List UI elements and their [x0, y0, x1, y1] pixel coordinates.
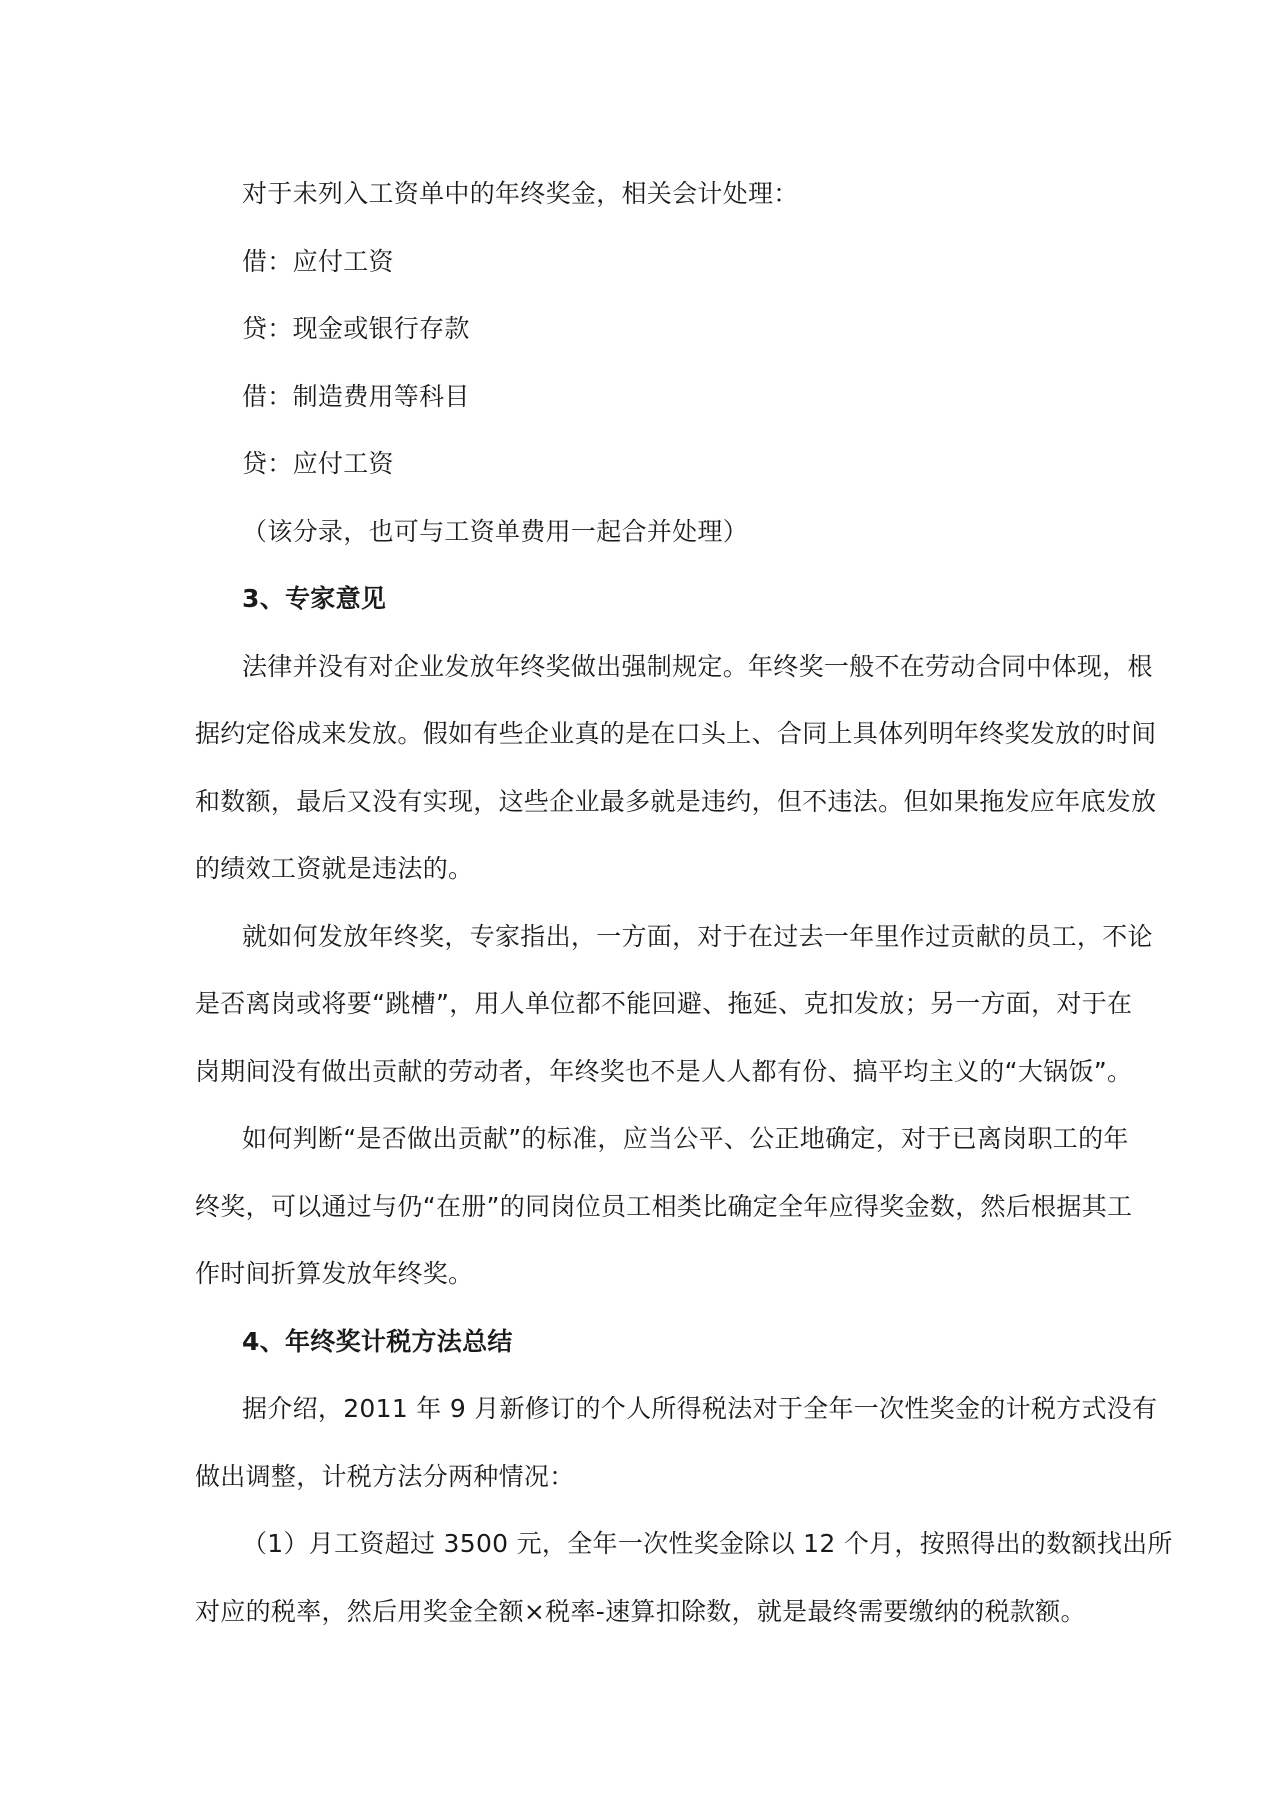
entry-line: 贷：应付工资	[242, 449, 394, 478]
entry-line: 借：制造费用等科目	[242, 381, 470, 411]
entry-line: 贷：现金或银行存款	[242, 314, 470, 343]
section-3-para-1-line: 和数额，最后又没有实现，这些企业最多就是违约，但不违法。但如果拖发应年底发放	[195, 786, 1157, 816]
section-3-heading: 3、专家意见	[242, 584, 387, 613]
intro-paragraph: 对于未列入工资单中的年终奖金，相关会计处理：	[242, 179, 799, 208]
note-paragraph: （该分录，也可与工资单费用一起合并处理）	[242, 516, 749, 546]
entry-line: 借：应付工资	[242, 246, 394, 276]
section-4-para-1-line: 做出调整，计税方法分两种情况：	[195, 1461, 575, 1491]
section-4-para-2-line: （1）月工资超过 3500 元，全年一次性奖金除以 12 个月，按照得出的数额找出所	[242, 1529, 1173, 1558]
section-3-para-3-line: 作时间折算发放年终奖。	[195, 1259, 474, 1288]
section-3-para-2-line: 是否离岗或将要“跳槽”，用人单位都不能回避、拖延、克扣发放；另一方面，对于在	[195, 989, 1133, 1018]
section-3-para-2-line: 岗期间没有做出贡献的劳动者，年终奖也不是人人都有份、搞平均主义的“大锅饭”。	[195, 1056, 1133, 1086]
section-3-para-2-line: 就如何发放年终奖，专家指出，一方面，对于在过去一年里作过贡献的员工，不论	[242, 921, 1153, 951]
section-4-para-2-line: 对应的税率，然后用奖金全额×税率-速算扣除数，就是最终需要缴纳的税款额。	[195, 1596, 1086, 1626]
document-body	[195, 160, 1173, 1645]
section-3-para-3-line: 如何判断“是否做出贡献”的标准，应当公平、公正地确定，对于已离岗职工的年	[242, 1124, 1129, 1153]
section-3-para-1-line: 的绩效工资就是违法的。	[195, 854, 474, 883]
section-3-para-1-line: 据约定俗成来发放。假如有些企业真的是在口头上、合同上具体列明年终奖发放的时间	[195, 719, 1157, 748]
section-4-para-1-line: 据介绍，2011 年 9 月新修订的个人所得税法对于全年一次性奖金的计税方式没有	[242, 1394, 1158, 1423]
section-3-para-1-line: 法律并没有对企业发放年终奖做出强制规定。年终奖一般不在劳动合同中体现，根	[242, 651, 1153, 681]
section-4-heading: 4、年终奖计税方法总结	[242, 1326, 513, 1356]
section-3-para-3-line: 终奖，可以通过与仍“在册”的同岗位员工相类比确定全年应得奖金数，然后根据其工	[195, 1191, 1133, 1221]
